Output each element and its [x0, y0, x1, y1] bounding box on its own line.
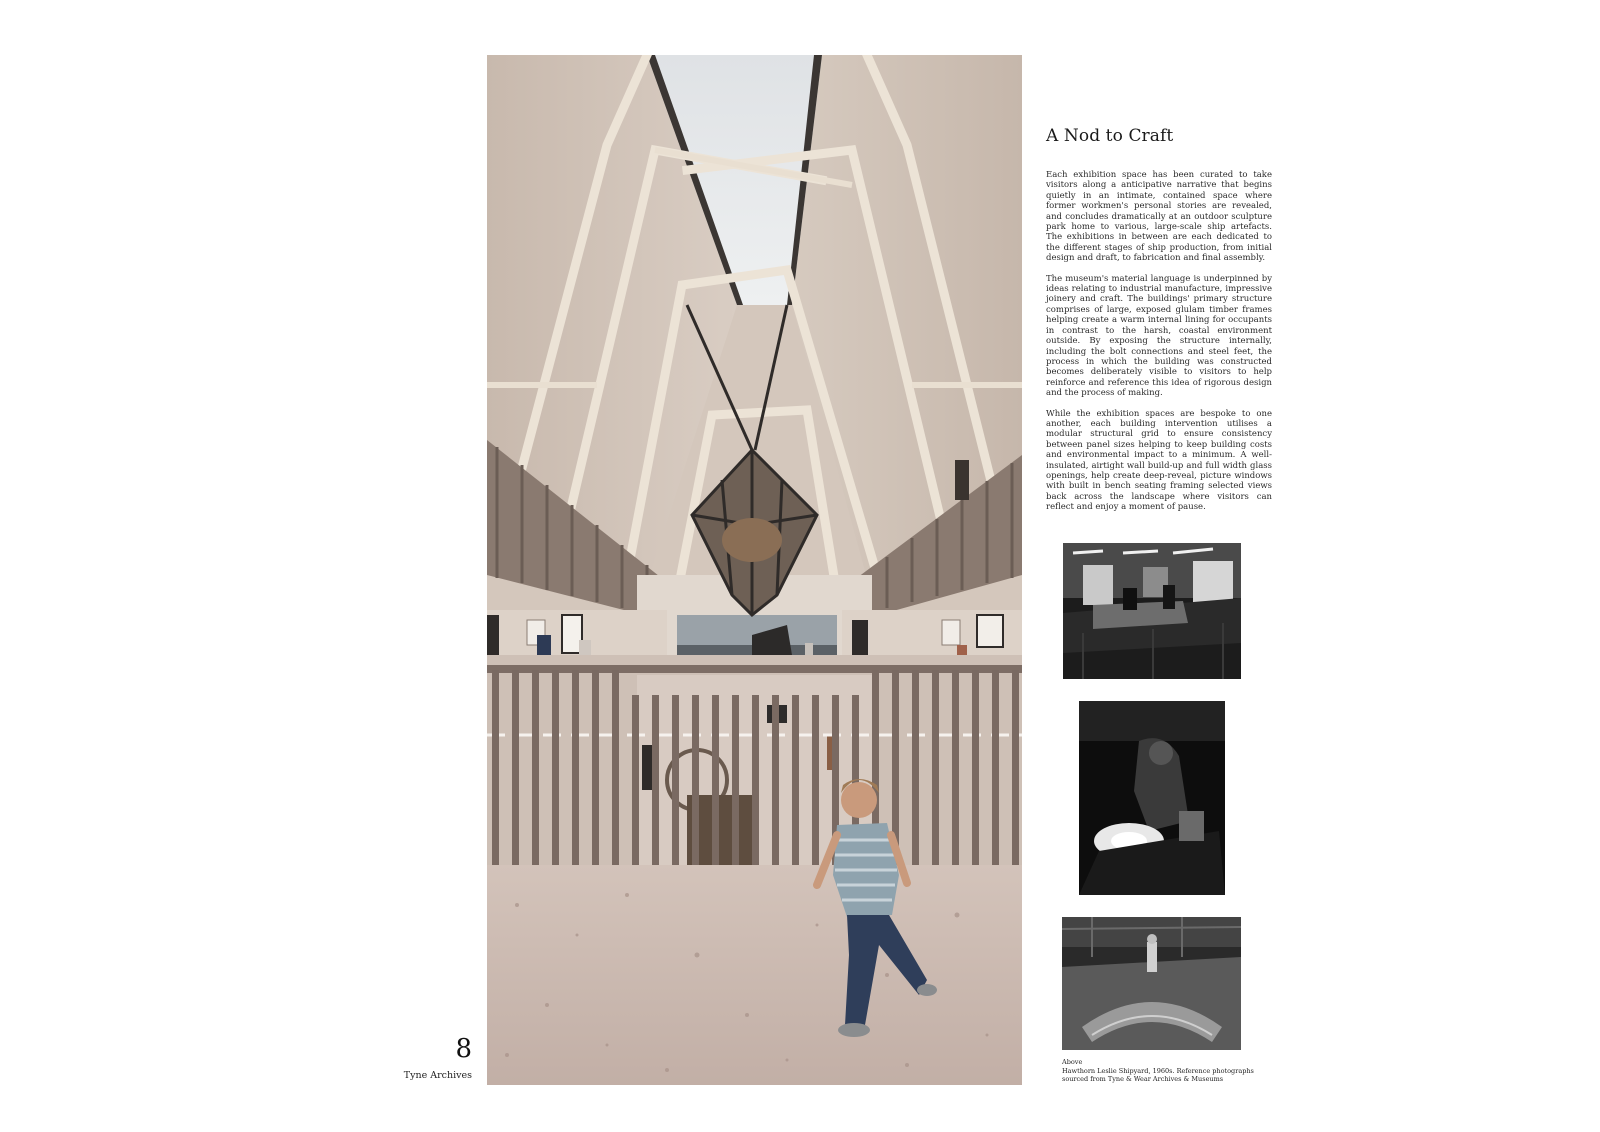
body-text: [1046, 170, 1272, 523]
paragraph: The museum's material language is underpinned by ideas relating to industrial manufacture, impressive joinery and craft. The buildings' primary structure comprises of large, exposed glulam timber frames helping create a warm internal lining for occupants in contrast to the harsh, coastal environment outside. By exposing the structure internally, including the bolt connections and steel feet, the process in which the building was constructed becomes deliberately visible to visitors to help reinforce and reference this idea of rigorous design and the process of making.: [1046, 273, 1272, 399]
page-number: 8: [455, 1034, 472, 1064]
photo-caption: [1062, 1058, 1262, 1084]
caption-heading: Above: [1062, 1058, 1083, 1066]
reference-photo-drawing-office: [1063, 543, 1241, 679]
section-label: Tyne Archives: [403, 1070, 472, 1081]
paragraph: While the exhibition spaces are bespoke to one another, each building intervention utilises a modular structural grid to ensure consistency between panel sizes helping to keep building costs and environmental impact to a minimum. A well-insulated, airtight wall build-up and full width glass openings, help create deep-reveal, picture windows with built in bench seating framing selected views back across the landscape where visitors can reflect and enjoy a moment of pause.: [1046, 408, 1272, 513]
reference-photo-welder: [1079, 701, 1225, 895]
paragraph: Each exhibition space has been curated to take visitors along a anticipative narrative that begins quietly in an intimate, contained space where former workmen's personal stories are revealed, and concludes dramatically at an outdoor sculpture park home to various, large-scale ship artefacts. The exhibitions in between are each dedicated to the different stages of ship production, from initial design and draft, to fabrication and final assembly.: [1046, 170, 1272, 264]
caption-text: Hawthorn Leslie Shipyard, 1960s. Reference photographs sourced from Tyne & Wear Archives & Museums: [1062, 1066, 1254, 1083]
reference-photo-steel-plate: [1062, 917, 1241, 1050]
page-title: A Nod to Craft: [1046, 126, 1174, 146]
interior-render-image: [487, 55, 1022, 1085]
